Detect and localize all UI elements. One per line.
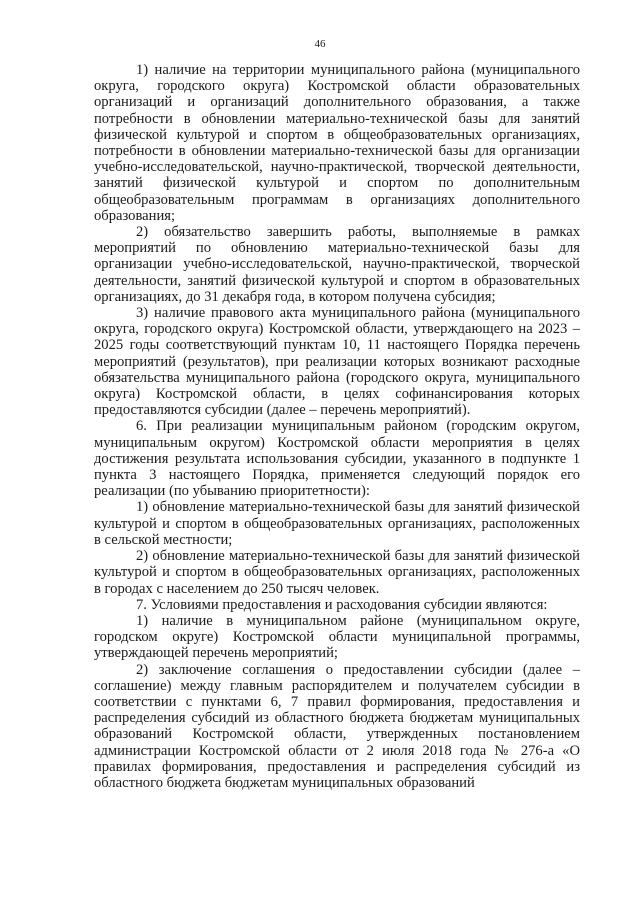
page-number: 46 (314, 38, 326, 50)
paragraph: 7. Условиями предоставления и расходования субсидии являются: (136, 596, 548, 613)
paragraph: 2) заключение соглашения о предоставлении субсидии (далее – соглашение) между главным распорядителем и получателем субсидии в соответствии с пунктами 6, 7 правил формирования, предоставления и распределения субсидий из областного бюджета бюджетам муниципальных образований Костромской области, утвержденных постановлением администрации Костромской области от 2 июля 2018 года № 276-а «О правилах формирования, предоставления и распределения субсидий из областного бюджета бюджетам муниципальных образований (94, 661, 580, 791)
paragraph: 2) обновление материально-технической базы для занятий физической культурой и спортом в общеобразовательных организациях, расположенных в городах с населением до 250 тысяч человек. (94, 548, 580, 597)
paragraph: 3) наличие правового акта муниципального района (муниципального округа, городского округа) Костромской области, утверждающего на 2023 – 2025 годы соответствующий пунктам 10, 11 настоящего Порядка перечень мероприятий (результатов), при реализации которых возникают расходные обязательства муниципального района (городского округа, муниципального округа) Костромской области, в целях софинансирования которых предоставляются субсидии (далее – перечень мероприятий). (94, 305, 580, 419)
paragraph: 6. При реализации муниципальным районом (городским округом, муниципальным округом) Костромской области мероприятия в целях достижения результата использования субсидии, указанного в подпункте 1 пункта 3 настоящего Порядка, применяется следующий порядок его реализации (по убыванию приоритетности): (94, 418, 580, 500)
paragraph: 1) наличие на территории муниципального района (муниципального округа, городского округа) Костромской области образовательных организаций и организаций дополнительного образования, а также потребности в обновлении материально-технической базы для занятий физической культурой и спортом в общеобразовательных организациях, потребности в обновлении материально-технической базы для организации учебно-исследовательской, научно-практической, творческой деятельности, занятий физической культурой и спортом по дополнительным общеобразовательным программам в организациях дополнительного образования; (94, 62, 580, 224)
document-body (94, 62, 580, 791)
paragraph: 1) наличие в муниципальном районе (муниципальном округе, городском округе) Костромской области муниципальной программы, утверждающей перечень мероприятий; (94, 612, 580, 662)
paragraph: 2) обязательство завершить работы, выполняемые в рамках мероприятий по обновлению материально-технической базы для организации учебно-исследовательской, научно-практической, творческой деятельности, занятий физической культурой и спортом в образовательных организациях, до 31 декабря года, в котором получена субсидия; (94, 224, 580, 305)
paragraph: 1) обновление материально-технической базы для занятий физической культурой и спортом в общеобразовательных организациях, расположенных в сельской местности; (94, 499, 580, 548)
